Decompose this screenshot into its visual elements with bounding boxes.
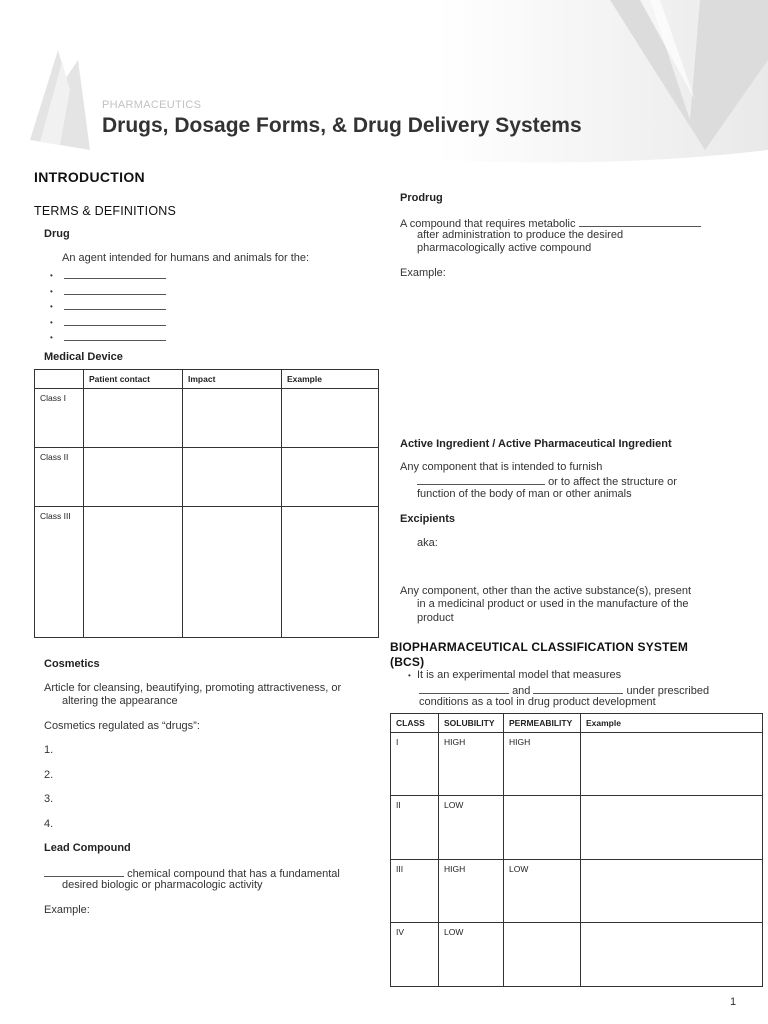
- table-header: SOLUBILITY: [439, 714, 504, 733]
- cosmetics-definition-line1: Article for cleansing, beautifying, promoting attractiveness, or: [44, 682, 342, 694]
- table-cell: II: [391, 796, 439, 860]
- blank-line: [579, 216, 701, 227]
- cosmetics-title: Cosmetics: [44, 658, 100, 670]
- page-title: Drugs, Dosage Forms, & Drug Delivery Systems: [102, 114, 582, 137]
- blank-bullet: •: [50, 268, 166, 284]
- active-ingredient-line2-text: or to affect the structure or: [548, 476, 677, 488]
- table-header: Patient contact: [84, 370, 183, 389]
- bcs-bullet-text: It is an experimental model that measures: [416, 669, 622, 681]
- table-cell: LOW: [439, 923, 504, 987]
- table-header-row: [391, 714, 763, 733]
- bcs-heading: BIOPHARMACEUTICAL CLASSIFICATION SYSTEM: [390, 640, 689, 654]
- prodrug-title: Prodrug: [400, 192, 443, 204]
- medical-device-table: [34, 369, 379, 638]
- list-item-number: 2.: [44, 769, 54, 781]
- excipients-line3: product: [417, 612, 454, 624]
- table-header: Impact: [183, 370, 282, 389]
- table-row: [391, 860, 763, 923]
- section-kicker: PHARMACEUTICS: [102, 99, 202, 111]
- lead-compound-title: Lead Compound: [44, 842, 131, 854]
- bcs-table: [390, 713, 763, 987]
- table-row: [391, 733, 763, 796]
- table-row: [391, 796, 763, 860]
- page-number: 1: [730, 996, 737, 1008]
- lead-compound-line2: desired biologic or pharmacologic activity: [62, 879, 263, 891]
- table-cell: IV: [391, 923, 439, 987]
- excipients-line2: in a medicinal product or used in the manufacture of the: [417, 598, 689, 610]
- drug-blank-list: [50, 268, 166, 346]
- blank-cell: [84, 389, 183, 448]
- table-cell: [581, 733, 763, 796]
- cosmetics-regulated: Cosmetics regulated as “drugs”:: [44, 720, 200, 732]
- excipients-title: Excipients: [400, 513, 456, 525]
- blank-cell: [282, 507, 379, 638]
- blank-cell: [183, 448, 282, 507]
- blank-line: [44, 866, 124, 877]
- list-item-number: 1.: [44, 744, 54, 756]
- intro-heading: INTRODUCTION: [34, 169, 145, 185]
- drug-text: An agent intended for humans and animals for the:: [62, 252, 310, 264]
- table-cell: [581, 796, 763, 860]
- blank-cell: [282, 389, 379, 448]
- blank-cell: [183, 507, 282, 638]
- prodrug-example: Example:: [400, 267, 446, 279]
- table-header: Example: [282, 370, 379, 389]
- blank-bullet: •: [50, 299, 166, 315]
- table-header: Example: [581, 714, 763, 733]
- list-item-number: 4.: [44, 818, 54, 830]
- blank-cell: [84, 448, 183, 507]
- table-cell: III: [391, 860, 439, 923]
- bcs-bullet-line1: [408, 669, 621, 683]
- bullet-dot: •: [408, 671, 411, 680]
- blank-line: [417, 474, 545, 485]
- prodrug-line3: pharmacologically active compound: [417, 242, 592, 254]
- table-row: [391, 923, 763, 987]
- cosmetics-definition-line2: altering the appearance: [62, 695, 178, 707]
- list-item-number: 3.: [44, 793, 54, 805]
- table-row: [35, 448, 379, 507]
- header-decoration: [0, 0, 768, 170]
- table-cell: I: [391, 733, 439, 796]
- active-ingredient-line3: function of the body of man or other animals: [417, 488, 632, 500]
- blank-line: [419, 683, 509, 694]
- row-label: Class III: [35, 507, 84, 638]
- table-cell: HIGH: [439, 733, 504, 796]
- medical-device-title: Medical Device: [44, 351, 123, 363]
- table-header-row: [35, 370, 379, 389]
- table-cell: LOW: [504, 860, 581, 923]
- table-cell: [581, 923, 763, 987]
- excipients-aka: aka:: [417, 537, 438, 549]
- row-label: Class I: [35, 389, 84, 448]
- blank-line: [533, 683, 623, 694]
- blank-cell: [84, 507, 183, 638]
- table-header: CLASS: [391, 714, 439, 733]
- blank-bullet: •: [50, 284, 166, 300]
- bcs-and-text: and: [512, 685, 531, 697]
- active-ingredient-line1: Any component that is intended to furnish: [400, 461, 603, 473]
- excipients-line1: Any component, other than the active substance(s), present: [400, 585, 692, 597]
- table-header: [35, 370, 84, 389]
- table-row: [35, 389, 379, 448]
- blank-cell: [183, 389, 282, 448]
- prodrug-line2: after administration to produce the desired: [417, 229, 624, 241]
- blank-cell: [282, 448, 379, 507]
- table-cell: [504, 796, 581, 860]
- row-label: Class II: [35, 448, 84, 507]
- drug-title: Drug: [44, 228, 70, 240]
- blank-bullet: •: [50, 330, 166, 346]
- active-ingredient-title: Active Ingredient / Active Pharmaceutical Ingredient: [400, 438, 672, 450]
- blank-bullet: •: [50, 315, 166, 331]
- prodrug-line1-text: A compound that requires metabolic: [400, 218, 576, 230]
- terms-heading: TERMS & DEFINITIONS: [34, 204, 177, 218]
- table-cell: HIGH: [504, 733, 581, 796]
- bcs-bullet-line3: conditions as a tool in drug product development: [419, 696, 656, 708]
- lead-compound-line1-text: chemical compound that has a fundamental: [127, 868, 340, 880]
- bcs-heading-abbr: (BCS): [390, 655, 425, 669]
- table-cell: [504, 923, 581, 987]
- table-cell: HIGH: [439, 860, 504, 923]
- table-cell: LOW: [439, 796, 504, 860]
- table-header: PERMEABILITY: [504, 714, 581, 733]
- lead-compound-example: Example:: [44, 904, 90, 916]
- bcs-bullet-tail: under prescribed: [626, 685, 710, 697]
- table-row: [35, 507, 379, 638]
- table-cell: [581, 860, 763, 923]
